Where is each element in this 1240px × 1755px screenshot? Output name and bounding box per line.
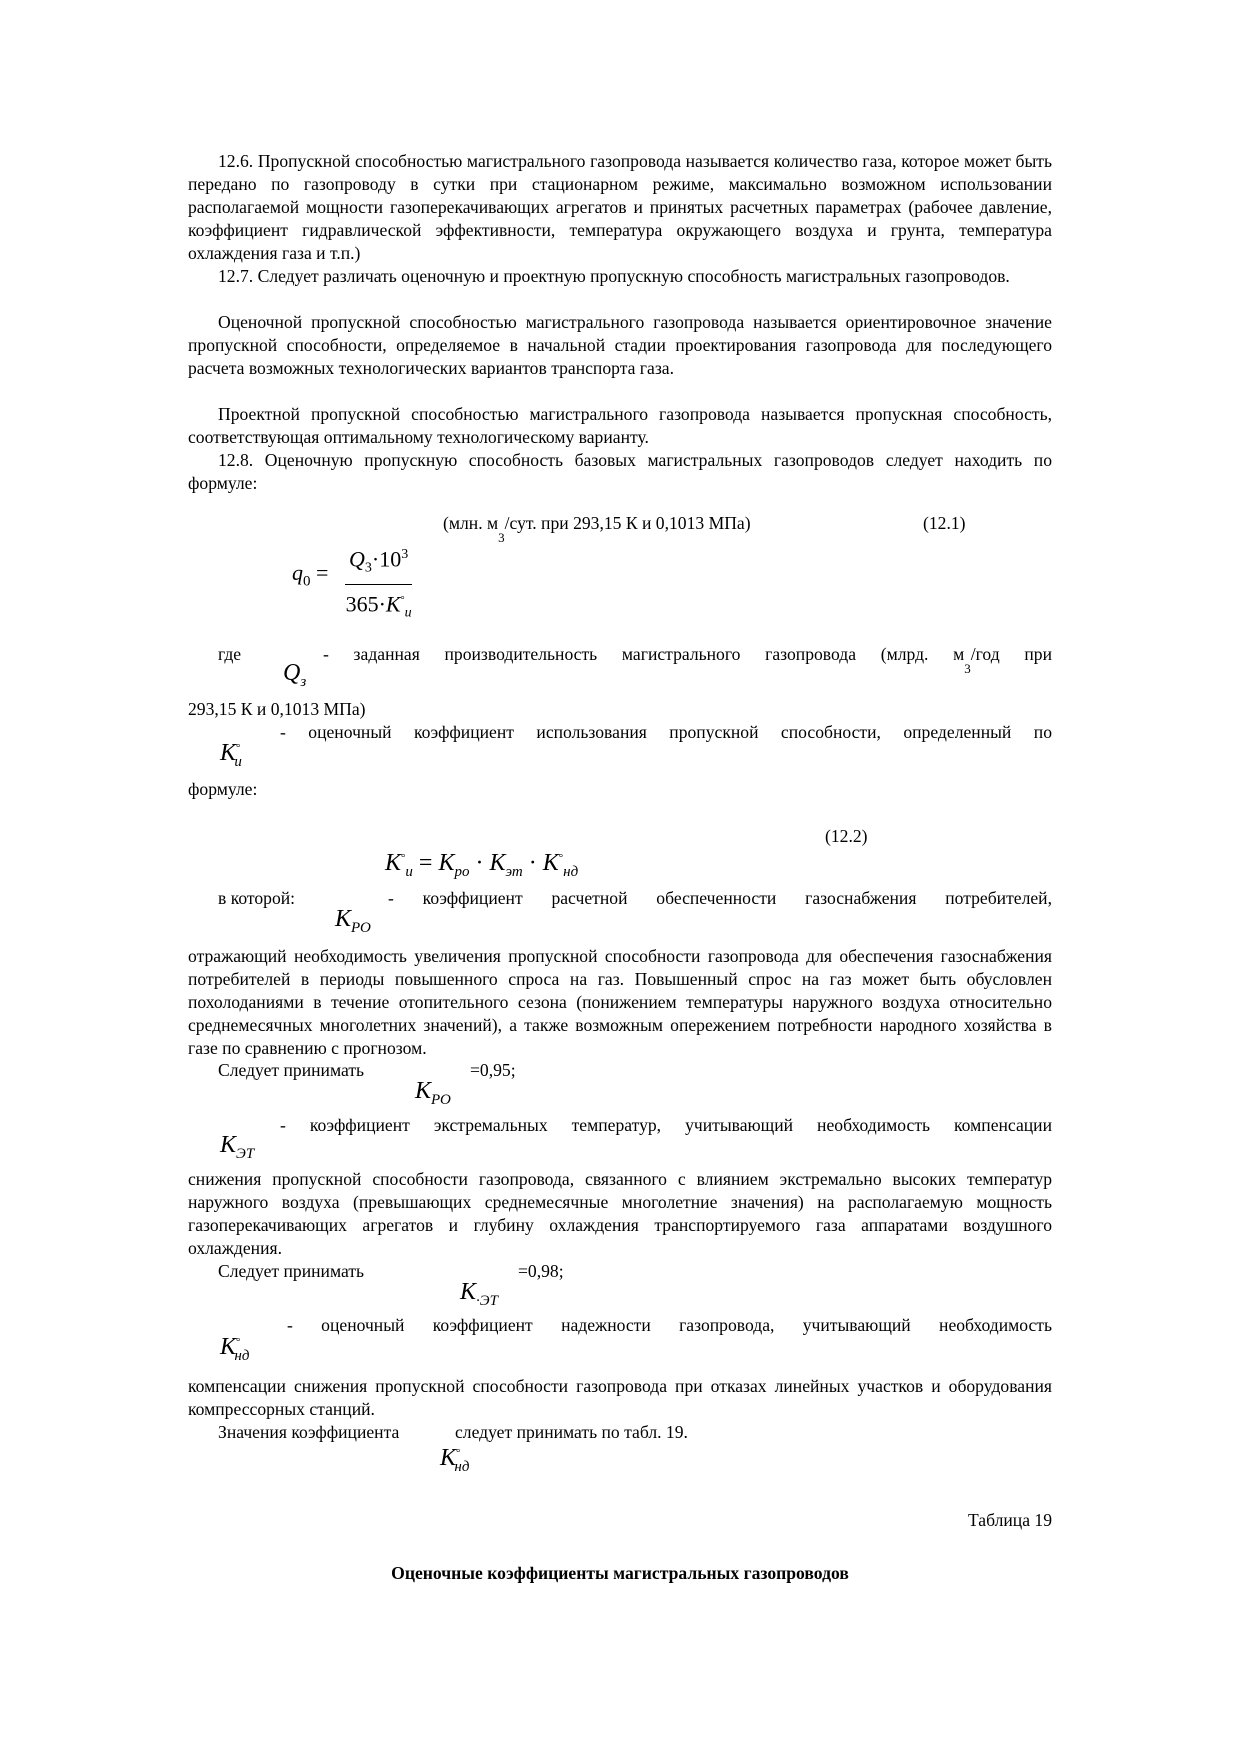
kro-symbol — [335, 906, 371, 937]
f2-k2-sub: эт — [505, 863, 523, 880]
kro-letter: K — [335, 906, 352, 932]
q-subscript: 0 — [303, 573, 311, 590]
kro2-sub: РО — [431, 1091, 451, 1108]
ku-symbol — [220, 740, 242, 771]
q3-continuation: 293,15 К и 0,1013 МПа) — [188, 699, 366, 719]
formula-lhs: $q_0$ = — [292, 560, 329, 590]
q-symbol: q — [292, 560, 303, 585]
f2-deg2: ° — [558, 852, 564, 864]
ket-description: - коэффициент экстремальных температур, учитывающий необходимость компенсации — [280, 1115, 1052, 1135]
knd2-letter: K — [440, 1445, 457, 1471]
f2-dot2: · — [522, 850, 543, 876]
table-title: Оценочные коэффициенты магистральных газопроводов — [391, 1563, 849, 1583]
knd-values-ref: следует принимать по табл. 19. — [455, 1422, 688, 1442]
den-sub: и — [404, 605, 412, 621]
f2-dot1: · — [469, 850, 490, 876]
q3-symbol — [283, 660, 306, 691]
ku-continuation: формуле: — [188, 779, 258, 799]
ku-letter: K — [220, 740, 237, 766]
f2-k2: K — [489, 850, 506, 876]
ket-continuation: снижения пропускной способности газопровода, связанного с влиянием экстремально высоких температур наружного воздуха (превышающих среднемесячные многолетние значения) на располагаемую мощность газоперекачивающих агрегатов и глубину охлаждения транспортируемого газа аппаратами воздушного охлаждения. — [188, 1169, 1052, 1258]
f2-lhs-sub: и — [405, 863, 413, 880]
ku-description: - оценочный коэффициент использования пропускной способности, определенный по — [280, 722, 1052, 742]
den-text: 365· — [345, 591, 386, 617]
table-label: Таблица 19 — [967, 1510, 1052, 1530]
paragraph-12-8: 12.8. Оценочную пропускную способность базовых магистральных газопроводов следует находить по формуле: — [188, 450, 1052, 493]
ket-value: =0,98; — [518, 1261, 564, 1281]
kro-lead: в которой: — [218, 888, 296, 908]
ket-letter: K — [220, 1132, 237, 1158]
knd2-sub: нд — [454, 1458, 470, 1475]
knd2-deg: ° — [456, 1447, 461, 1459]
knd-letter: K — [220, 1334, 237, 1360]
f2-k1: K — [438, 850, 455, 876]
kro2-letter: K — [415, 1078, 432, 1104]
f2-deg1: ° — [401, 852, 406, 864]
units-rest: /сут. при 293,15 К и 0,1013 МПа) — [504, 513, 751, 533]
ket-sub: ЭТ — [236, 1145, 255, 1162]
kro-symbol-2 — [415, 1078, 451, 1109]
num-pow: 3 — [401, 547, 409, 562]
formula-12-2 — [385, 850, 578, 881]
knd-symbol-2 — [440, 1445, 469, 1476]
q3-description — [323, 643, 1053, 676]
q3-sub: з — [300, 673, 307, 690]
paragraph-design-capacity: Проектной пропускной способностью магистрального газопровода называется пропускная способность, соответствующая оптимальному технологическому варианту. — [188, 404, 1052, 447]
num-q: Q — [349, 546, 365, 572]
kro-take-label: Следует принимать — [218, 1060, 365, 1080]
f2-k1-sub: ро — [454, 863, 470, 880]
knd-description: - оценочный коэффициент надежности газопровода, учитывающий необходимость — [287, 1315, 1052, 1335]
ku-sub: и — [234, 753, 242, 770]
f2-lhs: K — [385, 850, 402, 876]
q3-text: - заданная производительность магистрального газопровода (млрд. м — [323, 644, 965, 664]
f2-k3-sub: нд — [563, 863, 579, 880]
ket-symbol-2 — [460, 1279, 498, 1310]
units-text: (млн. м — [443, 513, 499, 533]
ket-symbol — [220, 1132, 254, 1163]
formula-number-12-1: (12.1) — [923, 513, 966, 533]
where-label: где — [218, 644, 242, 664]
paragraph-12-7: 12.7. Следует различать оценочную и проектную пропускную способность магистральных газопроводов. — [218, 266, 1010, 286]
q3-rest: /год при — [970, 644, 1053, 664]
kro-continuation: отражающий необходимость увеличения пропускной способности газопровода для обеспечения газоснабжения потребителей в периоды повышенного спроса на газ. Повышенный спрос на газ может быть обусловлен похолоданиями в течение отопительного сезона (понижением температуры наружного воздуха относительно среднемесячных многолетних значений), а также возможным опережением потребности народного хозяйства в газе по сравнению с прогнозом. — [188, 946, 1052, 1058]
f2-k3: K — [542, 850, 559, 876]
paragraph-estimated-capacity: Оценочной пропускной способностью магистрального газопровода называется ориентировочное значение пропускной способности, определяемое в начальной стадии проектирования газопровода для последующего расчета возможных технологических вариантов транспорта газа. — [188, 312, 1052, 378]
knd-values-label: Значения коэффициента — [218, 1422, 400, 1442]
units-exponent: 3 — [498, 529, 505, 545]
formula-fraction — [345, 540, 412, 629]
numerator — [345, 540, 412, 585]
ket2-sub: ·ЭТ — [476, 1292, 498, 1309]
f2-eq: = — [412, 850, 439, 876]
knd-continuation: компенсации снижения пропускной способности газопровода при отказах линейных участков и оборудования компрессорных станций. — [188, 1376, 1052, 1419]
ku-deg: ° — [236, 742, 241, 754]
denominator — [345, 585, 412, 630]
den-k: K — [385, 591, 401, 617]
num-q-sub: 3 — [364, 560, 372, 576]
num-rest: ·10 — [371, 546, 402, 572]
den-deg: ° — [400, 594, 405, 606]
kro-sub: РО — [351, 919, 371, 936]
knd-deg: ° — [236, 1336, 241, 1348]
knd-sub: нд — [234, 1347, 250, 1364]
q3-letter: Q — [283, 660, 301, 686]
formula-number-12-2: (12.2) — [825, 826, 868, 846]
paragraph-12-6: 12.6. Пропускной способностью магистрального газопровода называется количество газа, которое может быть передано по газопроводу в сутки при стационарном режиме, максимально возможном использовании располагаемой мощности газоперекачивающих агрегатов и принятых расчетных параметрах (рабочее давление, коэффициент гидравлической эффективности, температура окружающего воздуха и грунта, температура охлаждения газа и т.п.) — [188, 151, 1052, 263]
kro-value: =0,95; — [470, 1060, 516, 1080]
formula-units — [443, 512, 751, 545]
q3-exp: 3 — [964, 660, 971, 676]
ket-take-label: Следует принимать — [218, 1261, 365, 1281]
knd-symbol — [220, 1334, 249, 1365]
kro-description: - коэффициент расчетной обеспеченности газоснабжения потребителей, — [388, 888, 1052, 908]
ket2-letter: K — [460, 1279, 477, 1305]
